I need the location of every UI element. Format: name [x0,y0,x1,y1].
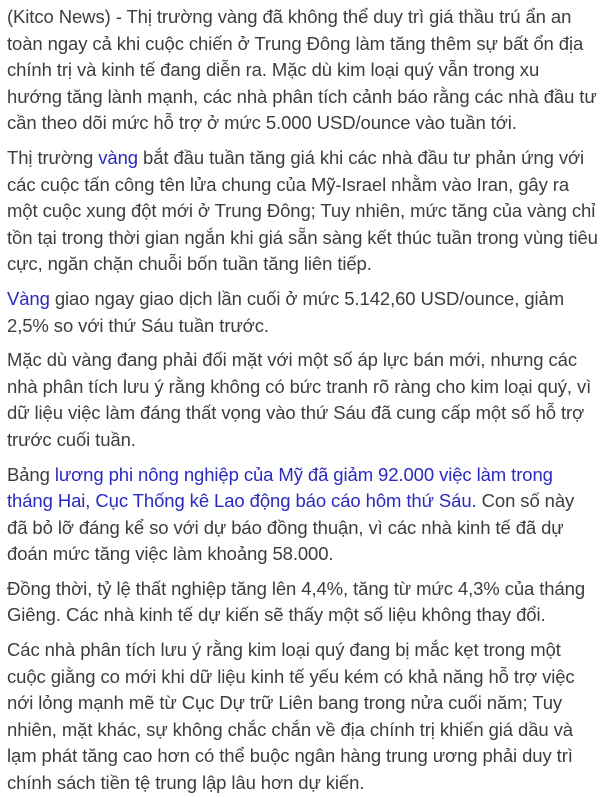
paragraph-text: giao ngay giao dịch lần cuối ở mức 5.142,60 USD/ounce, giảm 2,5% so với thứ Sáu tuần trước. [7,287,565,336]
paragraph-text: Bảng [7,463,55,485]
paragraph [7,4,598,137]
paragraph [7,462,598,568]
paragraph-text: Thị trường [7,146,99,168]
paragraph-text: Mặc dù vàng đang phải đối mặt với một số áp lực bán mới, nhưng các nhà phân tích lưu ý rằng không có bức tranh rõ ràng cho kim loại quý, vì dữ liệu việc làm đáng thất vọng vào thứ Sáu đã cung cấp một số hỗ trợ trước cuối tuần. [7,349,592,450]
nonfarm-payrolls-link[interactable]: lương phi nông nghiệp của Mỹ đã giảm 92.000 việc làm trong tháng Hai, Cục Thống kê Lao động báo cáo hôm thứ Sáu. [7,463,553,512]
gold-link-2[interactable]: Vàng [7,287,50,309]
paragraph [7,145,598,278]
paragraph-text: bắt đầu tuần tăng giá khi các nhà đầu tư phản ứng với các cuộc tấn công tên lửa chung của Mỹ-Israel nhằm vào Iran, gây ra một cuộc xung đột mới ở Trung Đông; Tuy nhiên, mức tăng của vàng chỉ tồn tại trong thời gian ngắn khi giá sẵn sàng kết thúc tuần trong vùng tiêu cực, ngăn chặn chuỗi bốn tuần tăng liên tiếp. [7,146,598,275]
paragraph [7,576,598,629]
gold-link-1[interactable]: vàng [98,146,138,168]
paragraph [7,347,598,453]
paragraph-text: (Kitco News) - Thị trường vàng đã không thể duy trì giá thầu trú ẩn an toàn ngay cả khi cuộc chiến ở Trung Đông làm tăng thêm sự bất ổn địa chính trị và kinh tế đang diễn ra. Mặc dù kim loại quý vẫn trong xu hướng tăng lành mạnh, các nhà phân tích cảnh báo rằng các nhà đầu tư cần theo dõi mức hỗ trợ ở mức 5.000 USD/ounce vào tuần tới. [7,6,597,134]
paragraph-text: Các nhà phân tích lưu ý rằng kim loại quý đang bị mắc kẹt trong một cuộc giằng co mới khi dữ liệu kinh tế yếu kém có khả năng hỗ trợ việc nới lỏng mạnh mẽ từ Cục Dự trữ Liên bang trong nửa cuối năm; Tuy nhiên, mặt khác, sự không chắc chắn về địa chính trị khiến giá dầu và lạm phát tăng cao hơn có thể buộc ngân hàng trung ương phải duy trì chính sách tiền tệ trung lập lâu hơn dự kiến. [7,639,575,794]
paragraph [7,286,598,339]
paragraph [7,637,598,797]
paragraph-text: Con số này đã bỏ lỡ đáng kể so với dự báo đồng thuận, vì các nhà kinh tế đã dự đoán mức tăng việc làm khoảng 58.000. [7,490,575,565]
paragraph-text: Đồng thời, tỷ lệ thất nghiệp tăng lên 4,4%, tăng từ mức 4,3% của tháng Giêng. Các nhà kinh tế dự kiến sẽ thấy một số liệu không thay đổi. [7,577,586,626]
